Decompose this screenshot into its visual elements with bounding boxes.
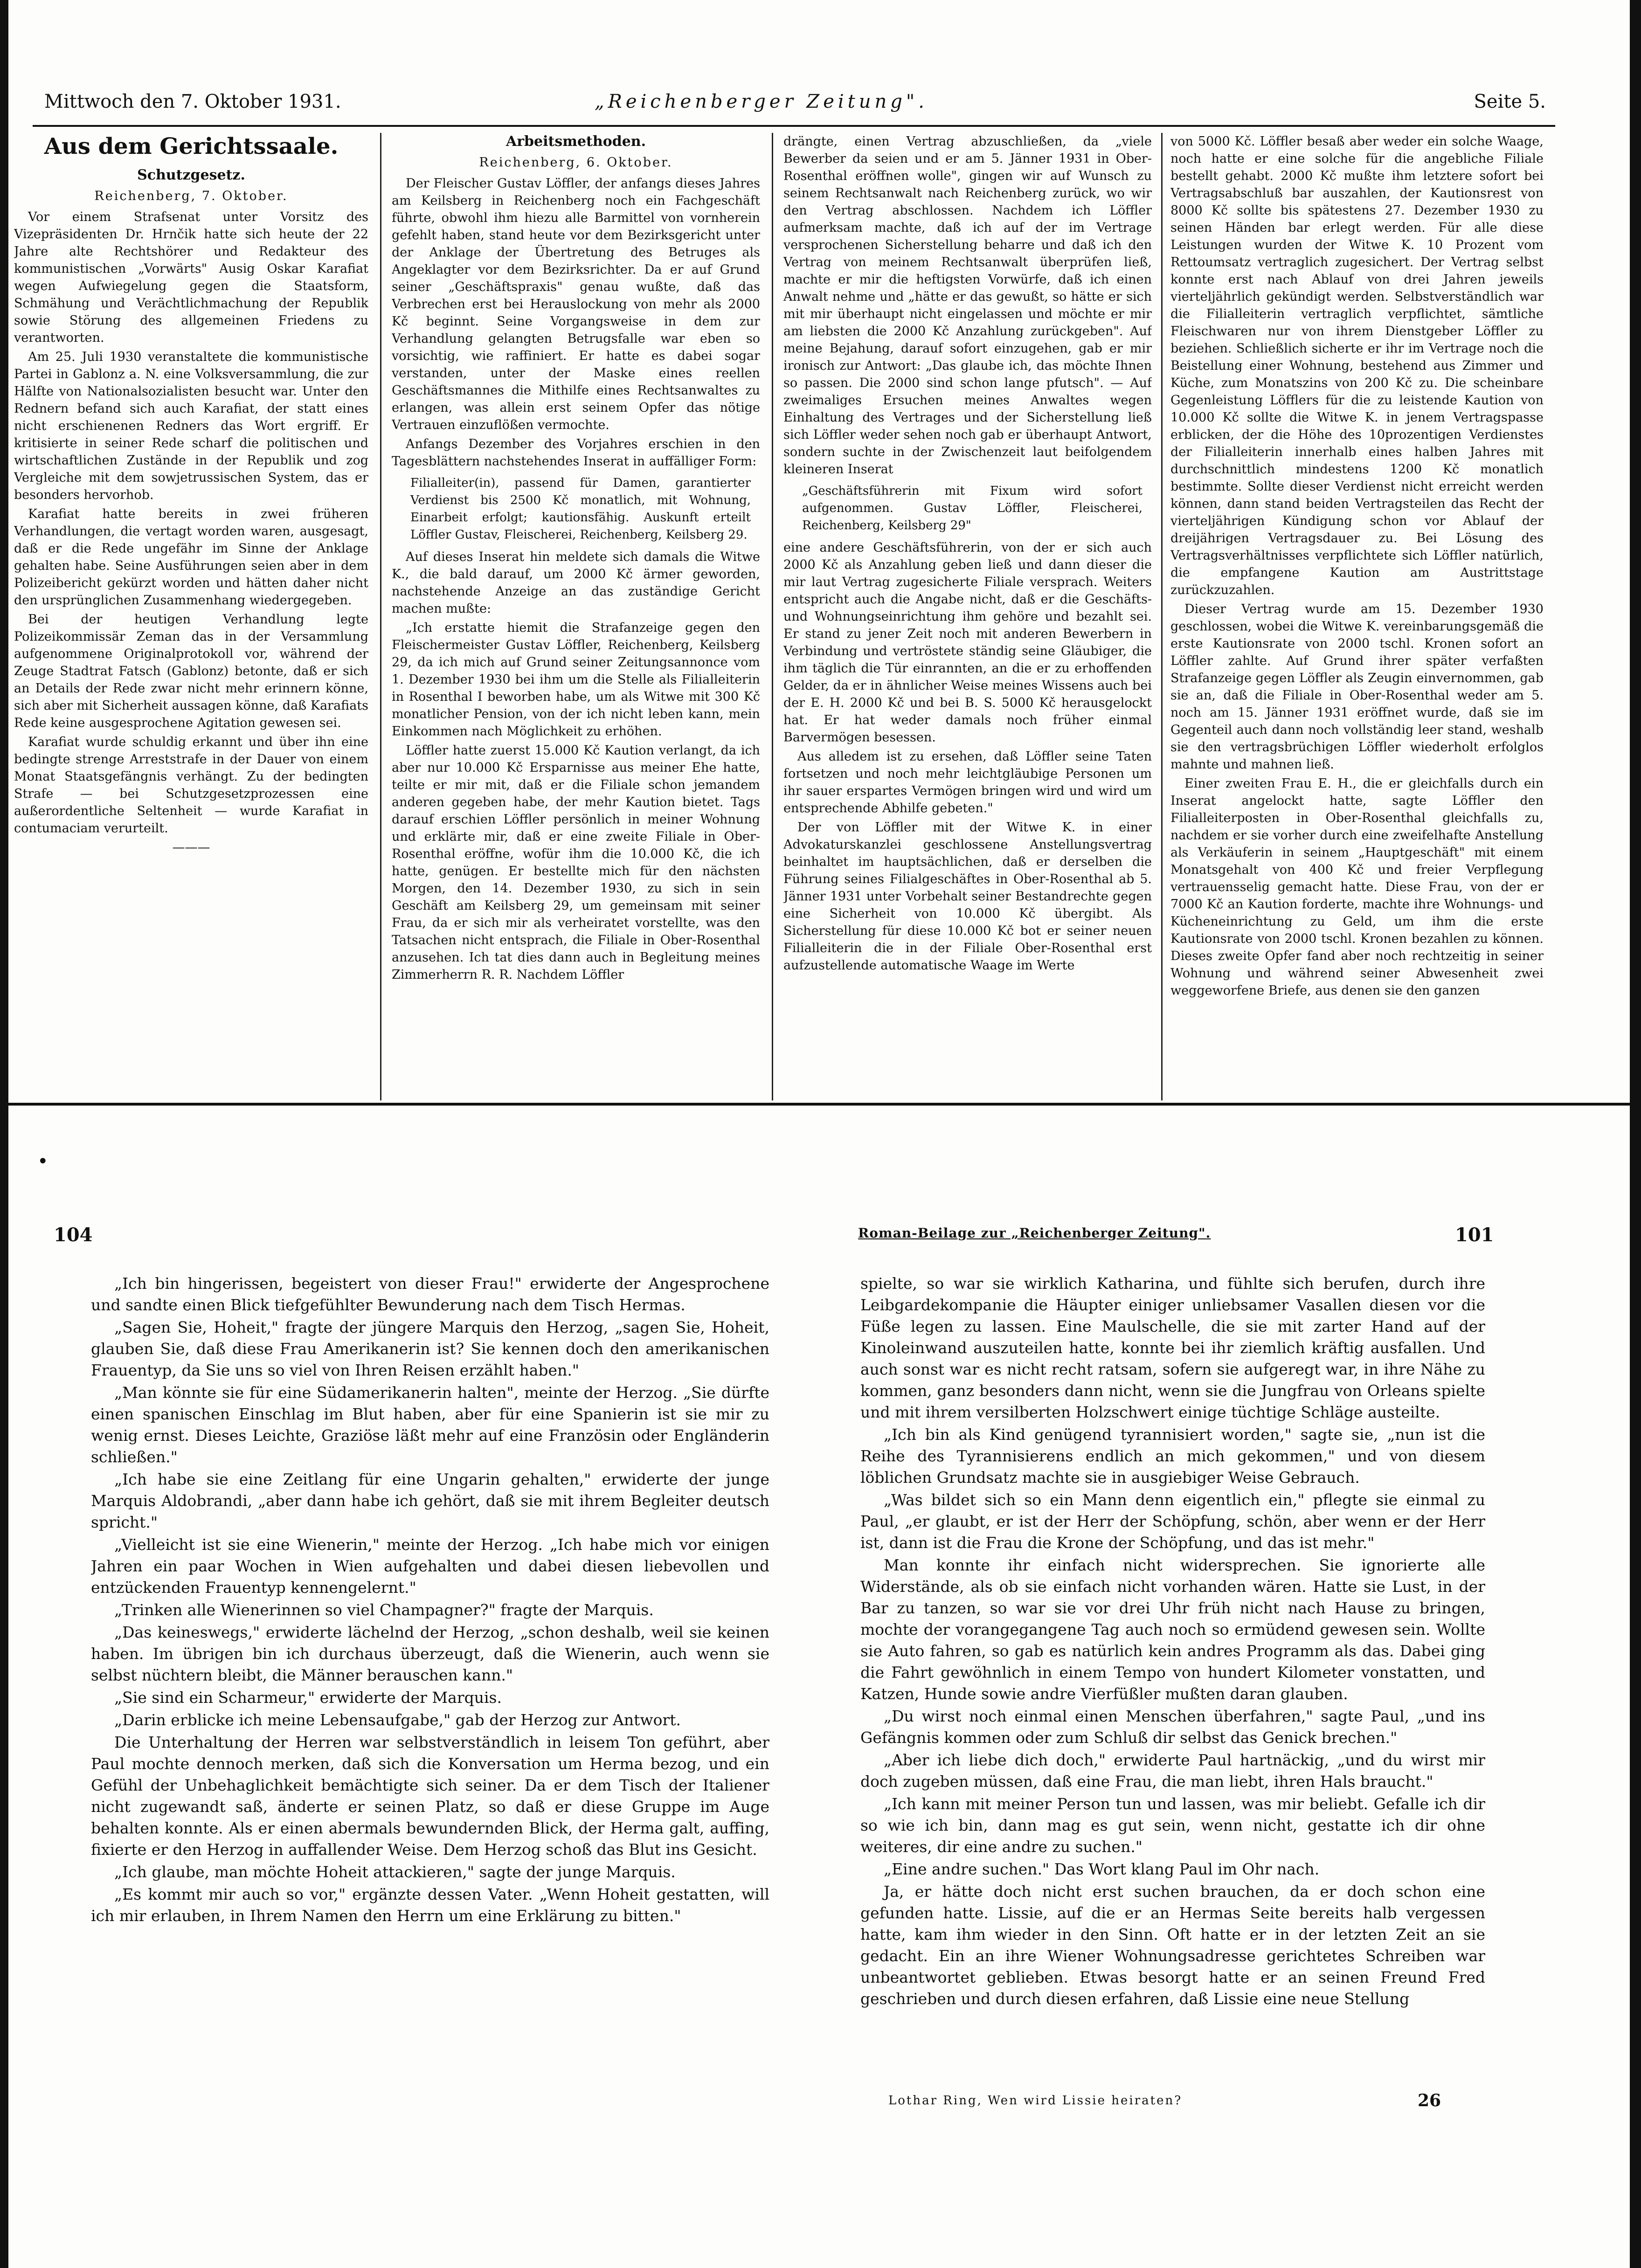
end-dash: ——— [172,840,210,855]
novel-paragraph: „Ich habe sie eine Zeitlang für eine Ungarin gehalten," erwiderte der junge Marquis Aldobrandi, „aber dann habe ich gehört, daß sie mit ihrem Begleiter deutsch spricht." [91,1470,769,1531]
article-paragraph: Dieser Vertrag wurde am 15. Dezember 1930 geschlossen, wobei die Witwe K. vereinbarungsgemäß die erste Kautionsrate von 2000 tschl. Kronen sofort an Löffler zahlte. Auf Grund ihrer später verfaßten Strafanzeige gegen Löffler als Zeugin einvernommen, gab sie an, daß die Filiale in Ober-Rosenthal weder am 5. noch am 15. Jänner 1931 eröffnet wurde, daß sie im Gegenteil auch dann noch vollständig leer stand, weshalb sie den vertragsbrüchigen Löffler wiederholt erfolglos mahnte und mahnen ließ. [1170,602,1544,772]
header-title: „Reichenberger Zeitung". [595,91,928,112]
article-paragraph: Einer zweiten Frau E. H., die er gleichfalls durch ein Inserat angelockt hatte, sagte Löffler den Filialleiterposten in Ober-Rosenthal gleichfalls zu, nachdem er sie vorher durch eine zweifelhafte Anstellung als Verkäuferin in seinem „Hauptgeschäft" mit einem Monatsgehalt von 400 Kč und freier Verpflegung vertrauensselig gemacht hatte. Diese Frau, von der er 7000 Kč an Kaution forderte, machte ihre Wohnungs- und Kücheneinrichtung zu Geld, um ihm die erste Kautionsrate von 2000 tschl. Kronen bezahlen zu können. Dieses zweite Opfer fand aber noch rechtzeitig in seiner Wohnung und während seiner Abwesenheit zwei weggeworfene Briefe, aus denen sie den ganzen [1170,776,1544,998]
court-report-column [14,133,368,1070]
novel-paragraph: „Sie sind ein Scharmeur," erwiderte der Marquis. [114,1688,502,1707]
court-heading: Aus dem Gerichtssaale. [44,133,339,159]
novel-left-page [91,1273,769,2075]
novel-footer-number: 26 [1418,2091,1441,2110]
novel-paragraph: „Was bildet sich so ein Mann denn eigentlich ein," pflegte sie einmal zu Paul, „er glaubt, er ist der Herr der Schöpfung, schön, aber wenn er der Herr ist, dann ist die Frau die Krone der Schöpfung, und das ist mehr." [860,1491,1485,1552]
court-dateline: Reichenberg, 7. Oktober. [94,189,288,203]
quoted-advertisement: „Geschäftsführerin mit Fixum wird sofort aufgenommen. Gustav Löffler, Fleischerei, Reichenberg, Keilsberg 29" [802,484,1142,532]
article-paragraph: Der von Löffler mit der Witwe K. in einer Advokaturskanzlei geschlossene Anstellungsvertrag beinhaltet im hauptsächlichen, daß er derselben die Führung seines Filialgeschäftes in Ober-Rosenthal ab 5. Jänner 1931 unter Vorbehalt seiner Bestandrechte gegen eine Sicherheit von 10.000 Kč übergibt. Als Sicherstellung für diese 10.000 Kč bot er seiner neuen Filialleiterin die in der Filiale Ober-Rosenthal erst aufzustellende automatische Waage im Werte [783,820,1152,973]
article-paragraph: Der Fleischer Gustav Löffler, der anfangs dieses Jahres am Keilsberg in Reichenberg noch ein Fachgeschäft führte, obwohl ihm hiezu alle Barmittel von vornherein gefehlt haben, stand heute vor dem Bezirksgericht unter der Anklage der Übertretung des Betruges als Angeklagter vor dem Bezirksrichter. Da er auf Grund seiner „Geschäftspraxis" genau wußte, daß das Verbrechen erst bei Herauslockung von mehr als 2000 Kč beginnt. Seine Vorgangsweise in dem zur Verhandlung gelangten Betrugsfalle war eben so vorsichtig, wie raffiniert. Er hatte es dabei sogar verstanden, unter der Maske eines reellen Geschäftsmannes die Mithilfe eines Rechtsanwaltes zu erlangen, was allein erst seinem Opfer das nötige Vertrauen einzuflößen vermochte. [392,176,760,432]
header-page: Seite 5. [1474,91,1546,112]
novel-paragraph: spielte, so war sie wirklich Katharina, und fühlte sich berufen, durch ihre Leibgardekompanie die Häupter einiger unliebsamer Vasallen diesen vor die Füße legen zu lassen. Eine Maulschelle, die sie mit zarter Hand auf der Kinoleinwand auszuteilen hatte, konnte bei ihr ziemlich kräftig ausfallen. Und auch sonst war es nicht recht ratsam, sofern sie aufgeregt war, in ihre Nähe zu kommen, ganz besonders dann nicht, wenn sie die Jungfrau von Orleans spielte und mit ihrem versilberten Holzschwert einige tüchtige Schläge austeilte. [860,1274,1485,1421]
article-paragraph: Auf dieses Inserat hin meldete sich damals die Witwe K., die bald darauf, um 2000 Kč ärmer geworden, nachstehende Anzeige an das zuständige Gericht machen mußte: [392,550,760,616]
article-paragraph: eine andere Geschäftsführerin, von der er sich auch 2000 Kč als Anzahlung geben ließ und dann dieser die mir laut Vertrag zugesicherte Filiale versprach. Weiters entspricht auch die Angabe nicht, daß er die Geschäfts- und Wohnungseinrichtung ihm gehöre und bezahlt sei. Er stand zu jener Zeit noch mit anderen Bewerbern in Verbindung und vertröstete ständig seine Gläubiger, die ihm täglich die Tür einrannten, an die er zu erhoffenden Gelder, da er in ähnlicher Weise meines Wissens auch bei der E. H. 2000 Kč und bei B. S. 5000 Kč herausgelockt hat. Er hat weder damals noch früher einmal Barvermögen besessen. [783,540,1152,745]
novel-paragraph: Die Unterhaltung der Herren war selbstverständlich in leisem Ton geführt, aber Paul mochte dennoch merken, daß sich die Konversation um Herma bezog, und ein Gefühl der Unbehaglichkeit bemächtigte sich seiner. Da er dem Tisch der Italiener nicht zugewandt saß, änderte er seinen Platz, so daß er diese Gruppe im Auge behalten konnte. Als er einen abermals bewundernden Blick, der Herma galt, auffing, fixierte er den Herzog in auffallender Weise. Dem Herzog schoß das Blut ins Gesicht. [91,1733,769,1859]
court-paragraph: Am 25. Juli 1930 veranstaltete die kommunistische Partei in Gablonz a. N. eine Volksversammlung, die zur Hälfte von Nationalsozialisten besucht war. Unter den Rednern befand sich auch Karafiat, der statt eines nicht erschienenen Redners das Wort ergriff. Er kritisierte in seiner Rede scharf die politischen und wirtschaftlichen Zustände in der Republik und zog Vergleiche mit dem sowjetrussischen System, das er besonders hervorhob. [14,350,368,502]
novel-paragraph: „Darin erblicke ich meine Lebensaufgabe," gab der Herzog zur Antwort. [114,1711,681,1729]
scan-edge-left [0,0,8,2268]
newspaper-header [44,91,1546,124]
section-separator [0,1103,1641,1106]
article-paragraph: Anfangs Dezember des Vorjahres erschien in den Tagesblättern nachstehendes Inserat in auffälliger Form: [392,437,760,469]
novel-paragraph: „Vielleicht ist sie eine Wienerin," meinte der Herzog. „Ich habe mich vor einigen Jahren ein paar Wochen in Wien aufgehalten und dabei diesen liebevollen und entzückenden Frauentyp kennengelernt." [91,1535,769,1597]
quoted-advertisement: Filialleiter(in), passend für Damen, garantierter Verdienst bis 2500 Kč monatlich, mit Wohnung, Einarbeit erfolgt; kautionsfähig. Auskunft erteilt Löffler Gustav, Fleischerei, Reichenberg, Keilsberg 29. [410,476,751,542]
column-divider-3 [1161,133,1163,1100]
novel-paragraph: „Ich bin hingerissen, begeistert von dieser Frau!" erwiderte der Angesprochene und sandte einen Blick tiefgefühlter Bewunderung nach dem Tisch Hermas. [91,1274,769,1314]
scan-edge-right [1630,0,1641,2268]
novel-paragraph: „Es kommt mir auch so vor," ergänzte dessen Vater. „Wenn Hoheit gestatten, will ich mir erlauben, in Ihrem Namen den Herrn um eine Erklärung zu bitten." [91,1885,769,1925]
margin-mark: • [37,1151,48,1172]
article-dateline: Reichenberg, 6. Oktober. [479,155,673,170]
article-paragraph: Löffler hatte zuerst 15.000 Kč Kaution verlangt, da ich aber nur 10.000 Kč Ersparnisse aus meiner Ehe hatte, teilte er mir mit, daß er die Filiale schon jemandem anderen gegeben habe, der mehr Kaution bietet. Tags darauf erschien Löffler persönlich in meiner Wohnung und erklärte mir, daß er eine zweite Filiale in Ober-Rosenthal eröffne, wofür ihm die 10.000 Kč, die ich hatte, genügen. Er bestellte mich für den nächsten Morgen, den 14. Dezember 1930, zu sich in sein Geschäft am Keilsberg 29, um gemeinsam mit seiner Frau, da er sich mir als verheiratet vorstellte, was den Tatsachen nicht entsprach, die Filiale in Ober-Rosenthal anzusehen. Ich tat dies dann auch in Begleitung meines Zimmerherrn R. R. Nachdem Löffler [392,743,760,982]
novel-paragraph: „Eine andre suchen." Das Wort klang Paul im Ohr nach. [884,1860,1320,1878]
novel-paragraph: „Du wirst noch einmal einen Menschen überfahren," sagte Paul, „und ins Gefängnis kommen oder zum Schluß dir selbst das Genick brechen." [860,1707,1485,1747]
novel-paragraph: „Ich kann mit meiner Person tun und lassen, was mir beliebt. Gefalle ich dir so wie ich bin, dann mag es gut sein, wenn nicht, gestatte ich dir ohne weiteres, dir eine andre zu suchen." [860,1795,1485,1856]
novel-paragraph: „Das keineswegs," erwiderte lächelnd der Herzog, „schon deshalb, weil sie keinen haben. Im übrigen bin ich durchaus überzeugt, daß die Wienerin, auch wenn sie selbst nüchtern bleibt, die Männer berauschen kann." [91,1623,769,1684]
article-column-3 [783,133,1152,1100]
article-column-4 [1170,133,1544,1100]
article-paragraph: drängte, einen Vertrag abzuschließen, da „viele Bewerber da seien und er am 5. Jänner 1931 in Ober-Rosenthal eröffnen wolle", gingen wir auf Wunsch zu seinem Rechtsanwalt nach Reichenberg zurück, wo wir den Vertrag abschlossen. Nachdem ich Löffler aufmerksam machte, daß ich auf der im Vertrage versprochenen Sicherstellung beharre und daß ich den Vertrag von meinem Rechtsanwalt überprüfen ließ, machte er mir die heftigsten Vorwürfe, daß ich einen Anwalt nehme und „hätte er das gewußt, so hätte er sich mit mir überhaupt nicht eingelassen und möchte er mir am liebsten die 2000 Kč Anzahlung zurückgeben". Auf meine Bejahung, darauf sofort einzugehen, gab er mir ironisch zur Antwort: „Das glaube ich, das möchte Ihnen so passen. Die 2000 sind schon lange pfutsch". — Auf zweimaliges Ersuchen meines Anwaltes wegen Einhaltung des Vertrages und der Sicherstellung ließ sich Löffler weder sehen noch gab er überhaupt Antwort, sondern suchte in der Zwischenzeit laut beifolgendem kleineren Inserat [783,134,1152,477]
column-divider-1 [380,133,381,1100]
novel-paragraph: „Ich glaube, man möchte Hoheit attackieren," sagte der junge Marquis. [114,1863,676,1881]
article-column-2 [392,133,760,1100]
court-paragraph: Bei der heutigen Verhandlung legte Polizeikommissär Zeman das in der Versammlung aufgenommene Originalprotokoll vor, während der Zeuge Stadtrat Fatsch (Gablonz) betonte, daß er sich an Details der Rede zwar nicht mehr erinnern könne, sich aber mit Sicherheit aussagen könne, daß Karafiats Rede keine ausgesprochene Agitation gewesen sei. [14,612,368,730]
novel-paragraph: „Man könnte sie für eine Südamerikanerin halten", meinte der Herzog. „Sie dürfte einen spanischen Einschlag im Blut haben, aber für eine Spanierin ist sie mir zu wenig ernst. Dieses Leichte, Graziöse läßt mehr auf eine Französin oder Engländerin schließen." [91,1383,769,1466]
header-date: Mittwoch den 7. Oktober 1931. [44,91,341,112]
article-paragraph: von 5000 Kč. Löffler besaß aber weder ein solche Waage, noch hatte er eine solche für die angebliche Filiale bestellt gehabt. 2000 Kč mußte ihm letztere sofort bei Vertragsabschluß bar auszahlen, der Kautionsrest von 8000 Kč sollte bis spätestens 27. Dezember 1930 zu seinen Händen bar erlegt werden. Für alle diese Leistungen wurden der Witwe K. 10 Prozent vom Rettoumsatz vertraglich zugesichert. Der Vertrag selbst konnte erst nach Ablauf von drei Jahren jeweils vierteljährlich gekündigt werden. Selbstverständlich war die Filialleiterin vertraglich verpflichtet, sämtliche Fleischwaren nur von ihrem Dienstgeber Löffler zu beziehen. Schließlich sicherte er ihr im Vertrage noch die Beistellung einer Wohnung, bestehend aus Zimmer und Küche, zum Monatszins von 200 Kč zu. Die scheinbare Gegenleistung Löfflers für die zu leistende Kaution von 10.000 Kč sollte die Witwe K. in jenem Vertragspasse erblicken, der die Höhe des 10prozentigen Verdienstes der Filialleiterin innerhalb eines halben Jahres mit durchschnittlich mindestens 1200 Kč monatlich bestimmte. Sollte dieser Verdienst nicht erreicht werden können, dann stand beiden Vertragsteilen das Recht der vierteljährigen Kündigung schon vor Ablauf der dreijährigen Vertragsdauer zu. Bei Lösung des Vertragsverhältnisses verpflichtete sich Löffler natürlich, die empfangene Kaution am Austrittstage zurückzuzahlen. [1170,134,1544,597]
column-divider-2 [772,133,773,1100]
left-page-number: 104 [54,1224,93,1246]
novel-right-page [860,1273,1485,2087]
novel-paragraph: Man konnte ihr einfach nicht widersprechen. Sie ignorierte alle Widerstände, als ob sie einfach nicht vorhanden wären. Hatte sie Lust, in der Bar zu tanzen, so war sie vor drei Uhr früh nicht nach Hause zu bringen, mochte der vorangegangene Tag auch noch so ermüdend gewesen sein. Wollte sie Auto fahren, so gab es natürlich kein andres Programm als das. Dabei ging die Fahrt gewöhnlich in einem Tempo von hundert Kilometer vonstatten, und Katzen, Hunde sowie andre Vierfüßler mußten daran glauben. [860,1556,1485,1703]
novel-paragraph: „Aber ich liebe dich doch," erwiderte Paul hartnäckig, „und du wirst mir doch zugeben müssen, daß eine Frau, die man liebt, ihren Hals braucht." [860,1751,1485,1791]
novel-footer: Lothar Ring, Wen wird Lissie heiraten? [888,2094,1183,2108]
article-paragraph: Aus alledem ist zu ersehen, daß Löffler seine Taten fortsetzen und noch mehr leichtgläubige Personen um ihr sauer erspartes Vermögen bringen wird und wird um entsprechende Abhilfe gebeten." [783,749,1152,816]
court-paragraph: Vor einem Strafsenat unter Vorsitz des Vizepräsidenten Dr. Hrnčik hatte sich heute der 22 Jahre alte Rechtshörer und Redakteur des kommunistischen „Vorwärts" Ausig Oskar Karafiat wegen Aufwiegelung gegen die Staatsform, Schmähung und Verächtlichmachung der Republik sowie Störung des allgemeinen Friedens zu verantworten. [14,210,368,345]
article-heading: Arbeitsmethoden. [505,133,646,150]
supplement-header: Roman-Beilage zur „Reichenberger Zeitung". [858,1225,1211,1241]
novel-paragraph: „Trinken alle Wienerinnen so viel Champagner?" fragte der Marquis. [114,1601,654,1619]
article-paragraph: „Ich erstatte hiemit die Strafanzeige gegen den Fleischermeister Gustav Löffler, Reichenberg, Keilsberg 29, da ich mich auf Grund seiner Zeitungsannonce vom 1. Dezember 1930 bei ihm um die Stelle als Filialleiterin in Rosenthal I beworben habe, um als Witwe mit 300 Kč monatlicher Pension, von der ich nicht leben kann, mein Einkommen nach Möglichkeit zu erhöhen. [392,621,760,739]
court-paragraph: Karafiat hatte bereits in zwei früheren Verhandlungen, die vertagt worden waren, ausgesagt, daß er die Rede ungefähr im Sinne der Anklage gehalten habe. Seine Ausführungen seien aber in dem Polizeibericht gekürzt worden und hätten daher nicht den ursprünglichen Zusammenhang wiedergegeben. [14,507,368,608]
novel-paragraph: „Sagen Sie, Hoheit," fragte der jüngere Marquis den Herzog, „sagen Sie, Hoheit, glauben Sie, daß diese Frau Amerikanerin ist? Sie kennen doch den amerikanischen Frauentyp, da Sie uns so viel von Ihren Reisen erzählt haben." [91,1318,769,1379]
court-paragraph: Karafiat wurde schuldig erkannt und über ihn eine bedingte strenge Arreststrafe in der Dauer von einem Monat Staatsgefängnis verhängt. Zu der bedingten Strafe — bei Schutzgesetzprozessen eine außerordentliche Seltenheit — wurde Karafiat in contumaciam verurteilt. [14,735,368,836]
novel-paragraph: „Ich bin als Kind genügend tyrannisiert worden," sagte sie, „nun ist die Reihe des Tyrannisierens endlich an mich gekommen," und von diesem löblichen Grundsatz machte sie in ausgiebiger Weise Gebrauch. [860,1425,1485,1487]
novel-paragraph: Ja, er hätte doch nicht erst suchen brauchen, da er doch schon eine gefunden hatte. Lissie, auf die er an Hermas Seite bereits halb vergessen hatte, kam ihm wieder in den Sinn. Oft hatte er in der letzten Zeit an sie gedacht. Ein an ihre Wiener Wohnungsadresse gerichtetes Schreiben war unbeantwortet geblieben. Etwas besorgt hatte er an seinen Freund Fred geschrieben und durch diesen erfahren, daß Lissie eine neue Stellung [860,1882,1485,2008]
right-page-number: 101 [1455,1224,1494,1246]
court-subheading: Schutzgesetz. [137,167,245,183]
header-rule [33,125,1555,127]
